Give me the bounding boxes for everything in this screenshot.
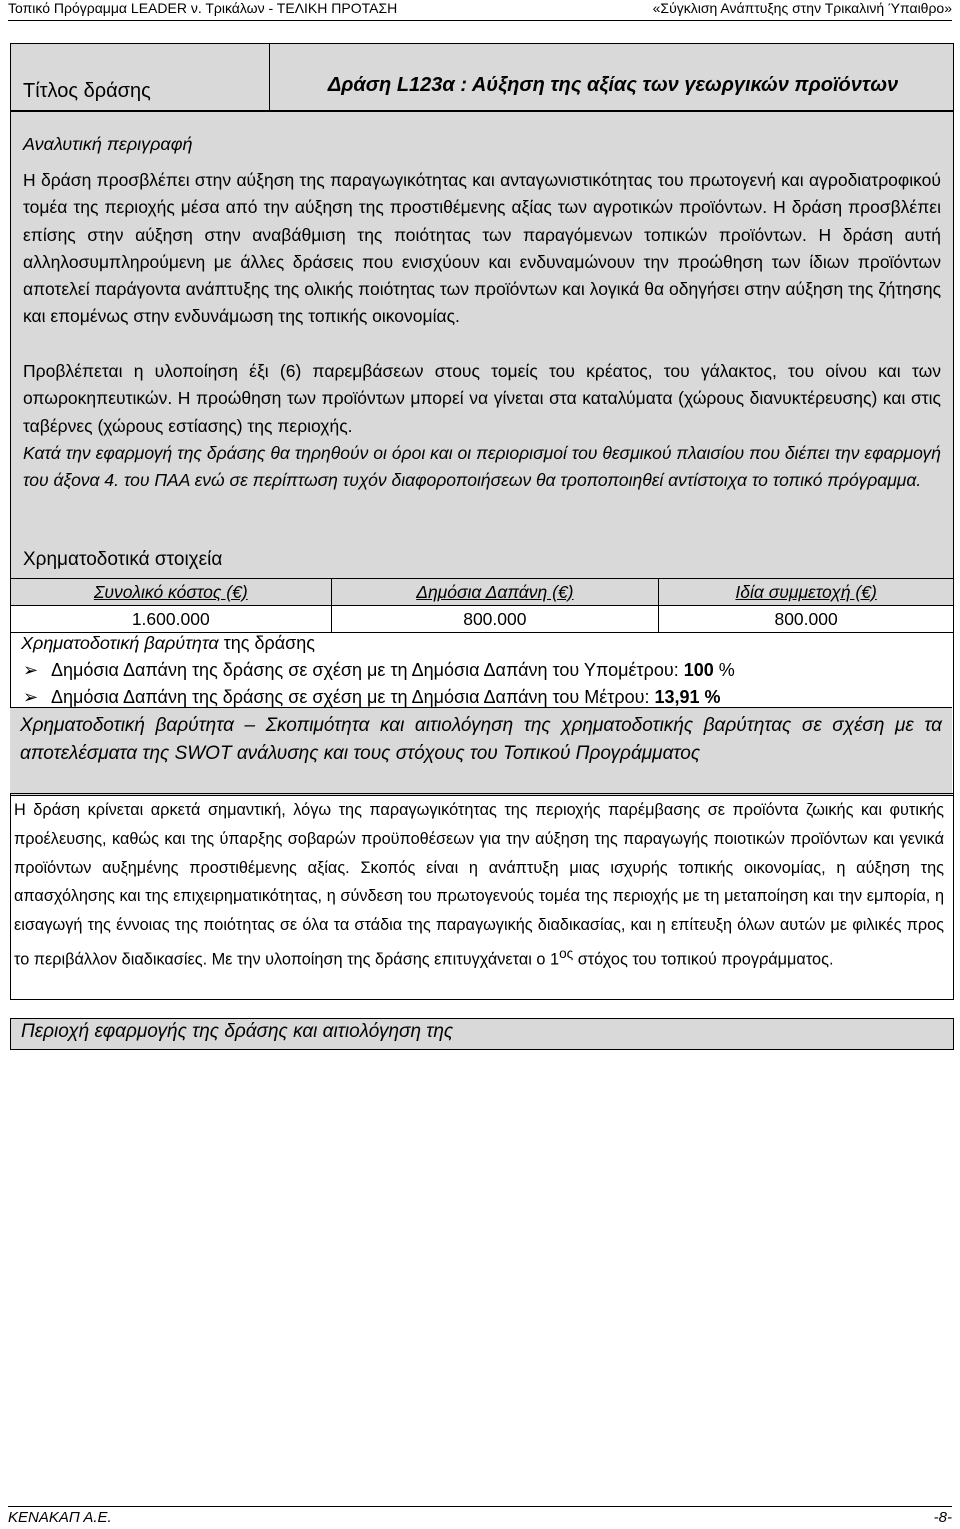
own-contribution-value: 800.000: [659, 606, 954, 633]
justification-heading-box: [10, 707, 952, 795]
page-footer: [8, 1506, 952, 1529]
header-left: Τοπικό Πρόγραμμα LEADER ν. Τρικάλων - ΤΕΛΙΚΗ ΠΡΟΤΑΣΗ: [8, 0, 398, 16]
title-row: [10, 43, 954, 111]
arrow-icon: ➢: [23, 687, 39, 707]
financial-header-row: [11, 579, 954, 606]
description-paragraph-2: Προβλέπεται η υλοποίηση έξι (6) παρεμβάσεων στους τομείς του κρέατος, του γάλακτος, του οίνου και των οπωροκηπευτικών. Η προώθηση των προϊόντων μπορεί να γίνεται στα καταλύματα (χώρους διανυκτέρευσης) και στις ταβέρνες (χώρους εστίασης) της περιοχής.: [23, 361, 941, 436]
bullet-submeasure: ➢ Δημόσια Δαπάνη της δράσης σε σχέση με τη Δημόσια Δαπάνη του Υπομέτρου: 100 %: [23, 660, 735, 680]
justification-section: [10, 793, 954, 1000]
financial-table: [10, 578, 954, 633]
public-expense-value: 800.000: [331, 606, 659, 633]
justification-text: Η δράση κρίνεται αρκετά σημαντική, λόγω της παραγωγικότητας της περιοχής παρέμβασης σε προϊόντα ζωικής και φυτικής προέλευσης, καθώς και της ύπαρξης σοβαρών προϋποθέσεων για την αύξηση της παραγωγής ποιοτικών προϊόντων και γενικά προϊόντων αυξημένης προστιθέμενης αξίας. Σκοπός είναι η ανάπτυξη μιας ισχυρής τοπικής οικονομίας, η αύξηση της απασχόλησης και της επιχειρηματικότητας, η σύνδεση του πρωτογενούς τομέα της περιοχής με τη μεταποίηση και την εμπορία, η εισαγωγή της έννοιας της ποιότητας σε όλα τα στάδια της παραγωγικής διαδικασίας, και η επίτευξη όλων αυτών με φιλικές προς το περιβάλλον διαδικασίες. Με την υλοποίηση της δράσης επιτυγχάνεται ο $1^{o\varsigma}$ στόχος του τοπικού προγράμματος.: [14, 801, 944, 969]
bullet-measure: ➢ Δημόσια Δαπάνη της δράσης σε σχέση με τη Δημόσια Δαπάνη του Μέτρου: 13,91 %: [23, 687, 721, 707]
description-heading: Αναλυτική περιγραφή: [23, 134, 193, 154]
justification-heading: Χρηματοδοτική βαρύτητα – Σκοπιμότητα και αιτιολόγηση της χρηματοδοτικής βαρύτητας σε σχέση με τα αποτελέσματα της SWOT ανάλυσης και τους στόχους του Τοπικού Προγράμματος: [20, 715, 942, 764]
area-heading: Περιοχή εφαρμογής της δράσης και αιτιολόγηση της: [21, 1021, 454, 1042]
title-label: Τίτλος δράσης: [23, 80, 151, 102]
title-value: Δράση L123α : Αύξηση της αξίας των γεωργικών προϊόντων: [327, 74, 899, 96]
description-section: [10, 111, 954, 582]
col-total-cost: Συνολικό κόστος (€): [11, 579, 332, 606]
area-heading-box: [10, 1018, 954, 1050]
financial-weight-label: Χρηματοδοτική βαρύτητα της δράσης: [21, 633, 315, 653]
title-divider: [269, 44, 270, 110]
total-cost-value: 1.600.000: [11, 606, 332, 633]
page-header: [8, 0, 952, 21]
description-paragraph-3: Κατά την εφαρμογή της δράσης θα τηρηθούν οι όροι και οι περιορισμοί του θεσμικού πλαισίου που διέπει την εφαρμογή του άξονα 4. του ΠΑΑ ενώ σε περίπτωση τυχόν διαφοροποιήσεων θα τροποποιηθεί αντίστοιχα το τοπικό πρόγραμμα.: [23, 443, 941, 491]
page-number: -8-: [933, 1509, 952, 1526]
financial-values-row: [11, 606, 954, 633]
description-paragraph-1: Η δράση προσβλέπει στην αύξηση της παραγωγικότητας και ανταγωνιστικότητας του πρωτογενή και αγροδιατροφικού τομέα της περιοχής μέσα από την αύξηση της προστιθέμενης αξίας των αγροτικών προϊόντων. Η δράση προσβλέπει επίσης στην αύξηση στην αναβάθμιση της ποιότητας των παραγόμενων τοπικών προϊόντων. Η δράση αυτή αλληλοσυμπληρούμενη με άλλες δράσεις που ενισχύουν και ενδυναμώνουν την προώθηση των ίδιων προϊόντων αποτελεί παράγοντα ανάπτυξης της ολικής ποιότητας των προϊόντων και λογικά θα οδηγήσει στην αύξηση της ζήτησης και επομένως στην ενδυνάμωση της τοπικής οικονομίας.: [23, 170, 941, 327]
arrow-icon: ➢: [23, 660, 39, 680]
financial-heading: Χρηματοδοτικά στοιχεία: [23, 549, 223, 570]
header-right: «Σύγκλιση Ανάπτυξης στην Τρικαλινή Ύπαιθρο»: [652, 0, 952, 16]
footer-company: ΚΕΝΑΚΑΠ Α.Ε.: [8, 1509, 112, 1526]
col-own-contribution: Ιδία συμμετοχή (€): [659, 579, 954, 606]
col-public-expense: Δημόσια Δαπάνη (€): [331, 579, 659, 606]
